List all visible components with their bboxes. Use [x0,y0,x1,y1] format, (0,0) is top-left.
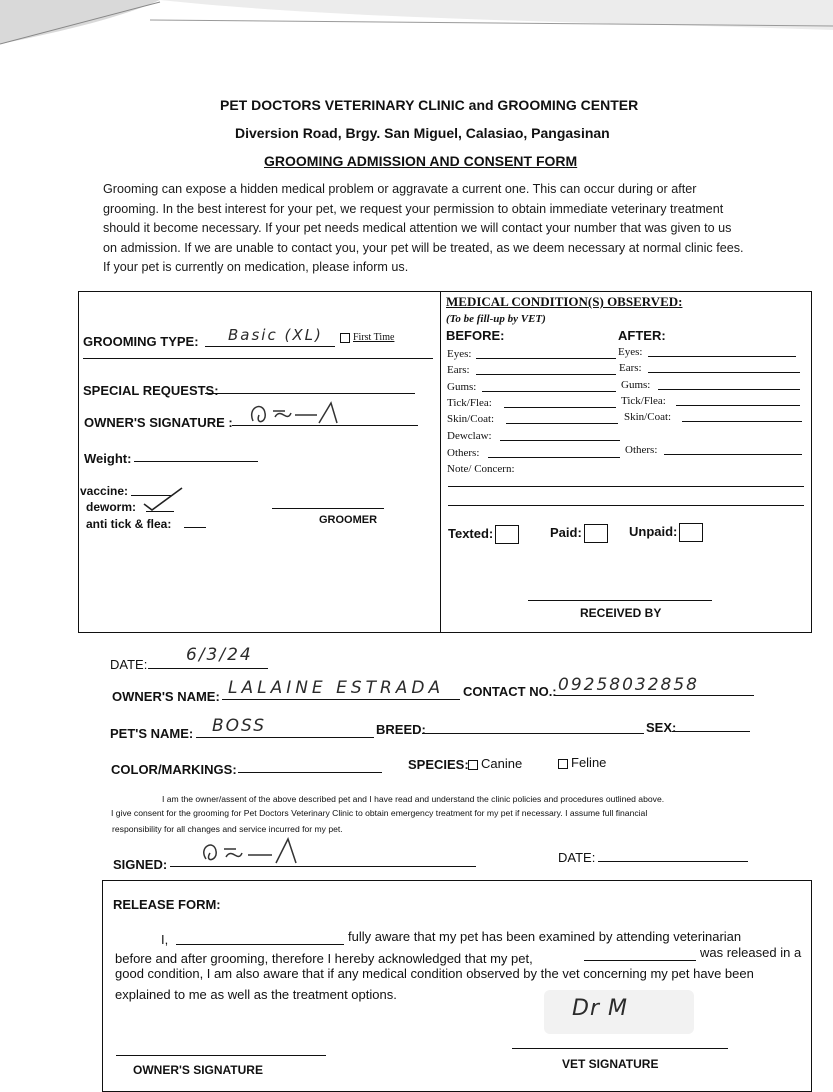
owner-signature-mark [245,397,355,433]
sex-label: SEX: [646,720,677,735]
intro-line: on admission. If we are unable to contact you, your pet will be treated, as we deem necessary at normal clinic fees. [103,240,744,255]
weight-label: Weight: [84,451,132,466]
release-title: RELEASE FORM: [113,897,221,912]
release-line-1b: fully aware that my pet has been examined by attending veterinarian [348,929,742,944]
intro-paragraph [103,180,744,278]
special-requests-label: SPECIAL REQUESTS: [83,383,219,398]
pet-name-value[interactable]: BOSS [212,716,267,736]
before-others: Others: [447,447,480,459]
vet-signature-label: VET SIGNATURE [562,1057,659,1071]
vaccine-label: vaccine: [80,484,129,498]
after-ears: Ears: [619,362,642,374]
after-others: Others: [625,444,658,456]
first-time-checkbox[interactable] [340,332,394,343]
owner-signature-release-label: OWNER'S SIGNATURE [133,1063,263,1077]
signed-label: SIGNED: [113,857,168,872]
groomer-label: GROOMER [319,514,378,526]
grooming-type-value[interactable]: Basic (XL) [228,326,323,344]
texted-box [495,525,519,544]
before-gums: Gums: [447,381,477,393]
vet-initials: Dr M [572,996,628,1021]
paid-label: Paid: [550,524,582,540]
paper-curl [0,0,833,50]
paid-checkbox[interactable] [550,524,608,543]
before-dewclaw: Dewclaw: [447,430,492,442]
checkbox-icon [340,333,350,343]
feline-option[interactable] [558,755,606,770]
release-line-2a: before and after grooming, therefore I hereby acknowledged that my pet, [115,951,533,966]
texted-label: Texted: [448,525,494,541]
owner-name-label: OWNER'S NAME: [112,689,220,704]
clinic-name: PET DOCTORS VETERINARY CLINIC and GROOMING CENTER [220,97,639,113]
release-line-4: explained to me as well as the treatment options. [115,987,397,1002]
note-concern: Note/ Concern: [447,463,515,475]
after-tick-flea: Tick/Flea: [621,395,666,407]
after-skin-coat: Skin/Coat: [624,411,672,423]
before-ears: Ears: [447,364,470,376]
date-value[interactable]: 6/3/24 [186,645,253,665]
intro-line: If your pet is currently on medication, please inform us. [103,260,409,274]
deworm-label: deworm: [86,500,137,514]
after-label: AFTER: [618,328,666,343]
feline-label: Feline [571,755,607,770]
texted-checkbox[interactable] [448,525,519,544]
unpaid-box [679,523,703,542]
form-title: GROOMING ADMISSION AND CONSENT FORM [264,153,578,169]
unpaid-label: Unpaid: [629,523,678,539]
release-line-3: good condition, I am also aware that if any medical condition observed by the vet concerning my pet have been [115,966,754,981]
owner-name-value[interactable]: LALAINE ESTRADA [228,678,445,698]
before-tick-flea: Tick/Flea: [447,397,492,409]
medical-title: MEDICAL CONDITION(S) OBSERVED: [446,294,683,309]
contact-value[interactable]: 09258032858 [558,675,699,695]
consent-line-3: responsibility for all changes and service incurred for my pet. [112,824,343,834]
clinic-address: Diversion Road, Brgy. San Miguel, Calasiao, Pangasinan [235,125,610,141]
grooming-type-label: GROOMING TYPE: [83,334,199,349]
checkbox-icon [468,760,478,770]
before-eyes: Eyes: [447,348,472,360]
medical-subtitle: (To be fill-up by VET) [446,313,546,325]
pet-name-label: PET'S NAME: [110,726,194,741]
consent-line-1: I am the owner/assent of the above described pet and I have read and understand the clinic policies and procedures outlined above. [162,794,665,804]
after-gums: Gums: [621,379,651,391]
box-divider [440,291,441,632]
color-markings-label: COLOR/MARKINGS: [111,762,237,777]
canine-option[interactable] [468,756,522,771]
consent-line-2: I give consent for the grooming for Pet Doctors Veterinary Clinic to obtain emergency treatment for my pet if necessary. I assume full financial [111,808,648,818]
owner-signature-label: OWNER'S SIGNATURE : [84,415,233,430]
intro-line: grooming. In the best interest for your pet, we request your permission to obtain immediate veterinary treatment [103,201,724,216]
unpaid-checkbox[interactable] [629,523,703,542]
contact-label: CONTACT NO.: [463,684,557,699]
first-time-label: First Time [353,332,395,343]
intro-line: Grooming can expose a hidden medical problem or aggravate a current one. This can occur during or after [103,182,697,196]
before-skin-coat: Skin/Coat: [447,413,495,425]
release-line-1a: I, [161,932,169,947]
species-label: SPECIES: [408,757,469,772]
checkbox-icon [558,759,568,769]
anti-tick-label: anti tick & flea: [86,517,172,531]
paid-box [584,524,608,543]
before-label: BEFORE: [446,328,505,343]
signed-date-label: DATE: [558,850,596,865]
signed-signature-mark [196,835,316,869]
after-eyes: Eyes: [618,346,643,358]
intro-line: should it become necessary. If your pet needs medical attention we will contact your number that was given to us [103,221,732,235]
canine-label: Canine [481,756,523,771]
date-label: DATE: [110,657,148,672]
release-line-2b: was released in a [700,945,802,960]
breed-label: BREED: [376,722,426,737]
checkmark-icon [140,486,186,514]
received-by-label: RECEIVED BY [580,606,662,620]
